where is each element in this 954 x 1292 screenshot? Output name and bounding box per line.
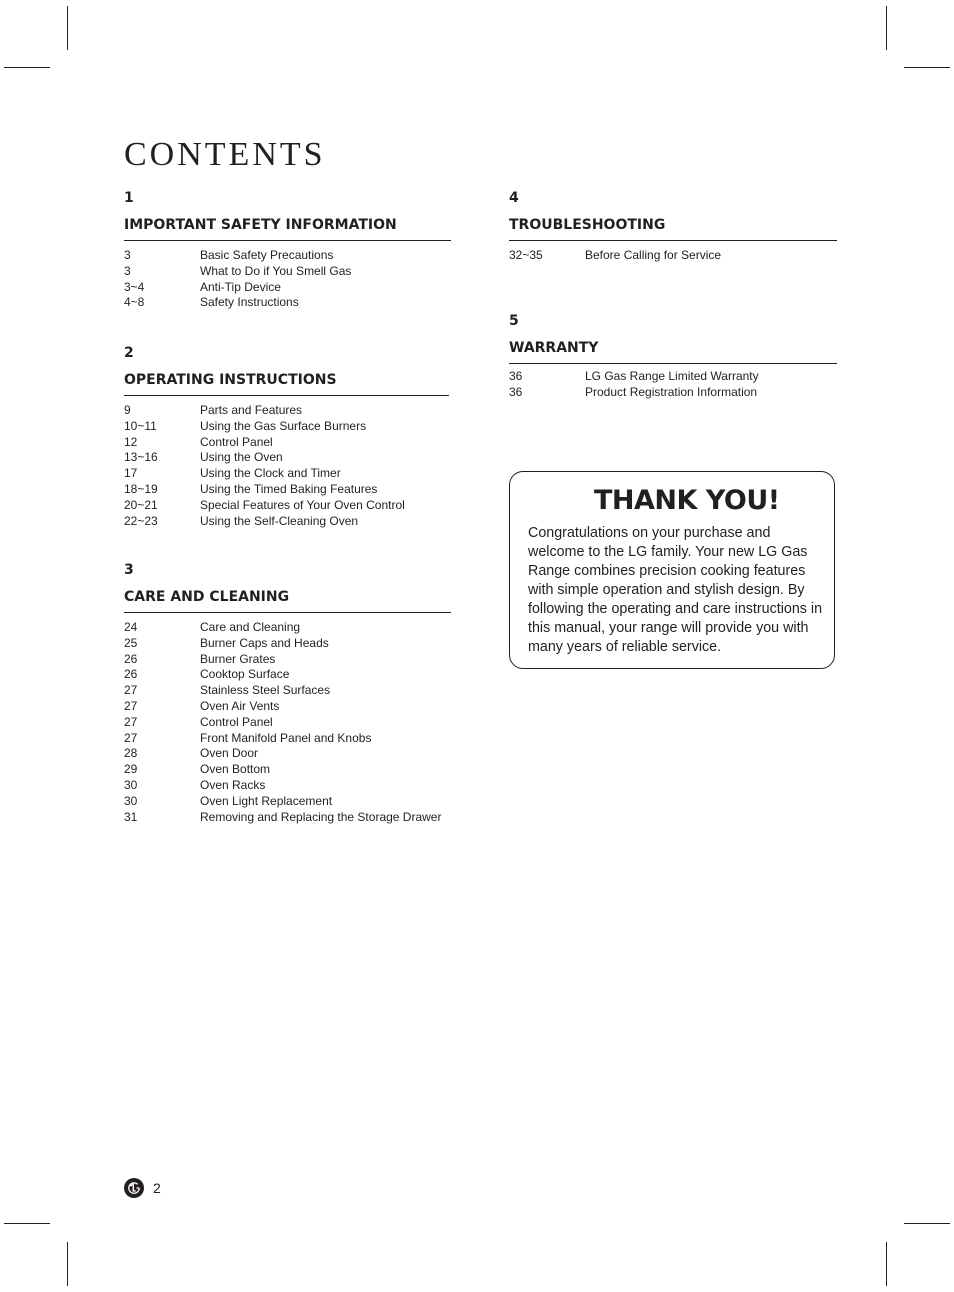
toc-entry — [509, 385, 837, 401]
toc-page-number: 27 — [124, 714, 138, 729]
toc-page-number: 12 — [124, 434, 138, 449]
toc-entry-title: Anti-Tip Device — [200, 279, 281, 294]
toc-entry — [124, 636, 451, 652]
toc-entry-title: Using the Gas Surface Burners — [200, 418, 367, 433]
toc-entry-title: Special Features of Your Oven Control — [200, 497, 405, 512]
toc-page-number: 13~16 — [124, 450, 158, 465]
toc-entry — [124, 652, 451, 668]
toc-page-number: 22~23 — [124, 513, 158, 528]
toc-entry — [124, 419, 449, 435]
toc-entry — [124, 280, 451, 296]
section-operating — [124, 344, 449, 529]
toc-entry — [124, 699, 451, 715]
toc-entry-title: Oven Racks — [200, 777, 266, 792]
toc-entry-title: Cooktop Surface — [200, 667, 290, 682]
section-title: CARE AND CLEANING — [124, 588, 451, 613]
toc-entry — [124, 620, 451, 636]
toc-page-number: 27 — [124, 730, 138, 745]
section-title: TROUBLESHOOTING — [509, 216, 837, 241]
page-footer — [124, 1178, 161, 1198]
toc-entry-title: Care and Cleaning — [200, 620, 301, 634]
toc-entry-title: Safety Instructions — [200, 295, 299, 310]
toc-entry-title: Using the Oven — [200, 450, 283, 465]
toc-page-number: 32~35 — [509, 248, 543, 262]
toc-entry-title: Using the Clock and Timer — [200, 466, 341, 481]
toc-page-number: 27 — [124, 683, 138, 698]
section-title: WARRANTY — [509, 339, 837, 364]
section-number: 3 — [124, 562, 134, 578]
toc-entry-title: What to Do if You Smell Gas — [200, 263, 352, 278]
toc-entry-title: Burner Grates — [200, 651, 276, 666]
section-title: OPERATING INSTRUCTIONS — [124, 371, 449, 396]
toc-entry-title: Oven Light Replacement — [200, 793, 333, 808]
section-warranty — [509, 312, 837, 401]
toc-entry — [124, 403, 449, 419]
toc-page-number: 36 — [509, 369, 523, 383]
toc-entry-title: Front Manifold Panel and Knobs — [200, 730, 372, 745]
toc-page-number: 27 — [124, 698, 138, 713]
toc-page-number: 31 — [124, 809, 138, 824]
thank-you-body: Congratulations on your purchase and welcome to the LG family. Your new LG Gas Range combines precision cooking features with simple operation and stylish design. By following the operating and care instructions in this manual, your range will provide you with many years of reliable service. — [528, 525, 823, 655]
toc-entry-title: LG Gas Range Limited Warranty — [585, 369, 759, 383]
crop-mark — [886, 1242, 887, 1286]
toc-entry-title: Using the Self-Cleaning Oven — [200, 513, 359, 528]
section-number: 1 — [124, 190, 134, 206]
toc-page-number: 30 — [124, 793, 138, 808]
toc-entry-title: Product Registration Information — [585, 384, 758, 399]
toc-entry — [124, 810, 451, 826]
thank-you-box — [509, 471, 835, 669]
toc-page-number: 4~8 — [124, 295, 145, 310]
toc-page-number: 36 — [509, 384, 523, 399]
crop-mark — [67, 6, 68, 50]
toc-page-number: 17 — [124, 466, 138, 481]
toc-entry — [124, 450, 449, 466]
section-safety — [124, 189, 451, 311]
toc-page-number: 30 — [124, 777, 138, 792]
toc-list — [509, 248, 837, 264]
toc-page-number: 25 — [124, 635, 138, 650]
toc-page-number: 3~4 — [124, 279, 145, 294]
toc-page-number: 3 — [124, 248, 131, 262]
toc-entry-title: Basic Safety Precautions — [200, 248, 334, 262]
crop-mark — [4, 1223, 50, 1224]
section-number: 2 — [124, 345, 134, 361]
crop-mark — [4, 67, 50, 68]
toc-entry — [124, 295, 451, 311]
toc-entry — [124, 482, 449, 498]
toc-entry-title: Oven Bottom — [200, 762, 271, 777]
toc-entry — [124, 466, 449, 482]
toc-entry — [124, 762, 451, 778]
page-title: CONTENTS — [124, 135, 326, 173]
crop-mark — [886, 6, 887, 50]
toc-list — [124, 248, 451, 311]
toc-entry — [124, 498, 449, 514]
crop-mark — [904, 67, 950, 68]
toc-entry — [124, 778, 451, 794]
page-number: 2 — [153, 1180, 161, 1196]
toc-page-number: 3 — [124, 263, 131, 278]
toc-entry-title: Oven Door — [200, 746, 259, 761]
toc-entry — [124, 683, 451, 699]
toc-entry-title: Oven Air Vents — [200, 698, 280, 713]
toc-entry — [124, 746, 451, 762]
lg-logo-icon — [124, 1178, 144, 1198]
toc-list — [124, 620, 451, 825]
toc-entry — [124, 715, 451, 731]
section-troubleshooting — [509, 189, 837, 264]
section-number: 5 — [509, 313, 519, 329]
toc-page-number: 29 — [124, 762, 138, 777]
toc-page-number: 9 — [124, 403, 131, 417]
toc-entry — [509, 248, 837, 264]
toc-page-number: 20~21 — [124, 497, 158, 512]
toc-list — [124, 403, 449, 529]
toc-page-number: 28 — [124, 746, 138, 761]
toc-entry-title: Removing and Replacing the Storage Drawer — [200, 809, 442, 824]
toc-entry-title: Control Panel — [200, 434, 273, 449]
toc-entry — [124, 794, 451, 810]
toc-entry — [124, 514, 449, 530]
section-care — [124, 561, 451, 825]
toc-entry — [124, 667, 451, 683]
toc-entry-title: Before Calling for Service — [585, 248, 722, 262]
toc-page-number: 26 — [124, 651, 138, 666]
toc-entry — [124, 435, 449, 451]
toc-entry — [124, 248, 451, 264]
toc-list — [509, 369, 837, 401]
toc-entry-title: Using the Timed Baking Features — [200, 481, 378, 496]
toc-entry — [124, 264, 451, 280]
toc-entry — [509, 369, 837, 385]
toc-entry-title: Control Panel — [200, 714, 273, 729]
section-number: 4 — [509, 190, 519, 206]
toc-page-number: 24 — [124, 620, 138, 634]
toc-entry-title: Parts and Features — [200, 403, 303, 417]
crop-mark — [904, 1223, 950, 1224]
section-title: IMPORTANT SAFETY INFORMATION — [124, 216, 451, 241]
toc-page-number: 18~19 — [124, 481, 158, 496]
toc-entry-title: Stainless Steel Surfaces — [200, 683, 331, 698]
crop-mark — [67, 1242, 68, 1286]
toc-entry — [124, 731, 451, 747]
toc-page-number: 26 — [124, 667, 138, 682]
thank-you-title: THANK YOU! — [594, 485, 780, 516]
toc-entry-title: Burner Caps and Heads — [200, 635, 329, 650]
toc-page-number: 10~11 — [124, 418, 157, 433]
